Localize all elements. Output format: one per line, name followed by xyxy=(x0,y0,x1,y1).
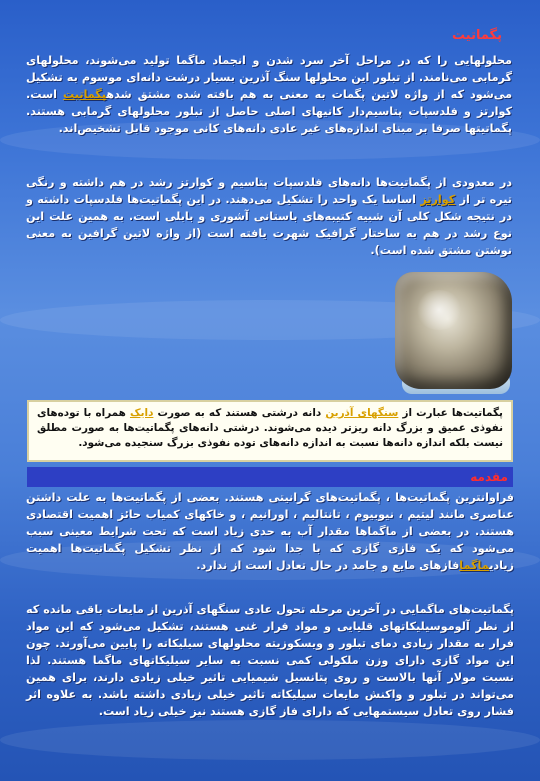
paragraph-intro xyxy=(26,52,512,137)
igneous-rocks-link[interactable]: سنگهای آذرین xyxy=(325,407,399,419)
quartz-link[interactable]: کوارتز xyxy=(420,193,456,206)
paragraph-text: فازهای مایع و جامد در حال تعادل است از ندارد. xyxy=(196,559,460,572)
page-title: پگماتیت xyxy=(452,28,502,43)
paragraph-text: است. کوارتز و فلدسپات پتاسیم‌دار کانیهای اصلی حاصل از تبلور محلولهای گرمابی هستند. پگماتیتها صرفا بر مبنای اندازه‌های غیر عادی دانه‌های کانی موجود قابل تشخیص‌اند. xyxy=(26,88,512,135)
paragraph-graphic xyxy=(26,174,512,259)
paragraph-magmatic: پگماتیت‌های ماگمایی در آخرین مرحله تحول عادی سنگهای آذرین از مایعات باقی مانده که از نظر آلوموسیلیکاتهای قلیایی و مواد فرار غنی هستند، تشکیل می‌شود که این مواد فرار به مقدار زیادی دمای تبلور و ویسکوزیته محلولهای سیلیکاته را پایین می‌آورند. چون این مواد گازی دارای وزن ملکولی کمی نسبت به سایر سیلیکاتهای ماگما هستند. لذا نسبت مولار آنها بالاست و روی پتانسیل شیمیایی تاثیر خیلی زیادی دارند، برای همین می‌تواند در تبلور و واکنش مایعات سیلیکاته تاثیر خیلی زیادی داشته باشد. به علاوه اثر فشار روی تعادل سیستمهایی که دارای فاز گازی هستند نیز خیلی زیاد است. xyxy=(26,603,514,718)
paragraph-text: اساسا یک واحد را تشکیل می‌دهند. در این پگماتیت‌ها فلدسپات داشته و در نتیجه شکل کلی آن شبیه کتیبه‌های باستانی آشوری و بابلی است. به همین علت این نوع رشد در هم به ساختار گرافیک شهرت یافته است (از واژه لاتین گرافین به معنی نوشتن مشتق شده است). xyxy=(26,193,512,257)
definition-box xyxy=(27,400,513,462)
section-title: مقدمه xyxy=(470,470,508,484)
box-text: دانه درشتی هستند که به صورت xyxy=(157,407,322,419)
pegmatite-link[interactable]: پگماتیت xyxy=(62,88,107,101)
box-text: همراه با توده‌های نفوذی عمیق و بزرگ دانه ریزتر دیده می‌شوند. درشتی دانه‌های پگماتیت‌ها به صورت مطلق نیست بلکه اندازه دانه‌ها نسبت به اندازه دانه‌های توده نفوذی بزرگ سنجیده می‌شود. xyxy=(37,407,503,449)
pegmatite-specimen-image xyxy=(395,272,512,389)
paragraph-granitic xyxy=(26,489,514,574)
paragraph-text: محلولهایی را که در مراحل آخر سرد شدن و انجماد ماگما تولید می‌شوند، محلولهای گرمابی می‌نامند. از تبلور این محلولها سنگ آذرین بسیار درشت دانه‌ای موسوم به تشکیل می‌شود که از واژه لاتین پگمات به معنی به هم بافته شده مشتق شده xyxy=(26,54,512,101)
paragraph-text: فراوانترین پگماتیت‌ها ، پگماتیت‌های گرانیتی هستند. بعضی از پگماتیت‌ها به علت داشتن عناصری مانند لیتیم ، نیوبیوم ، تانتالیم ، اورانیم ، و خاکهای کمیاب حائز اهمیت اقتصادی هستند. در بعضی از ماگماها مقدار آب به حدی زیاد است که تحت شرایط معینی سبب می‌شود که یک فازی گازی که با جدا شود که از نظر تشکیل پگماتیت‌ها اهمیت زیادی xyxy=(26,491,514,572)
magma-link[interactable]: ماگما xyxy=(459,559,490,572)
section-bar xyxy=(27,467,513,487)
box-text: پگماتیت‌ها عبارت از xyxy=(402,407,503,419)
dike-link[interactable]: دایک xyxy=(129,407,154,419)
paragraph-text: در معدودی از پگماتیت‌ها دانه‌های فلدسپات پتاسیم و کوارتز رشد در هم داشته و رنگی تیره تر از xyxy=(26,176,512,206)
